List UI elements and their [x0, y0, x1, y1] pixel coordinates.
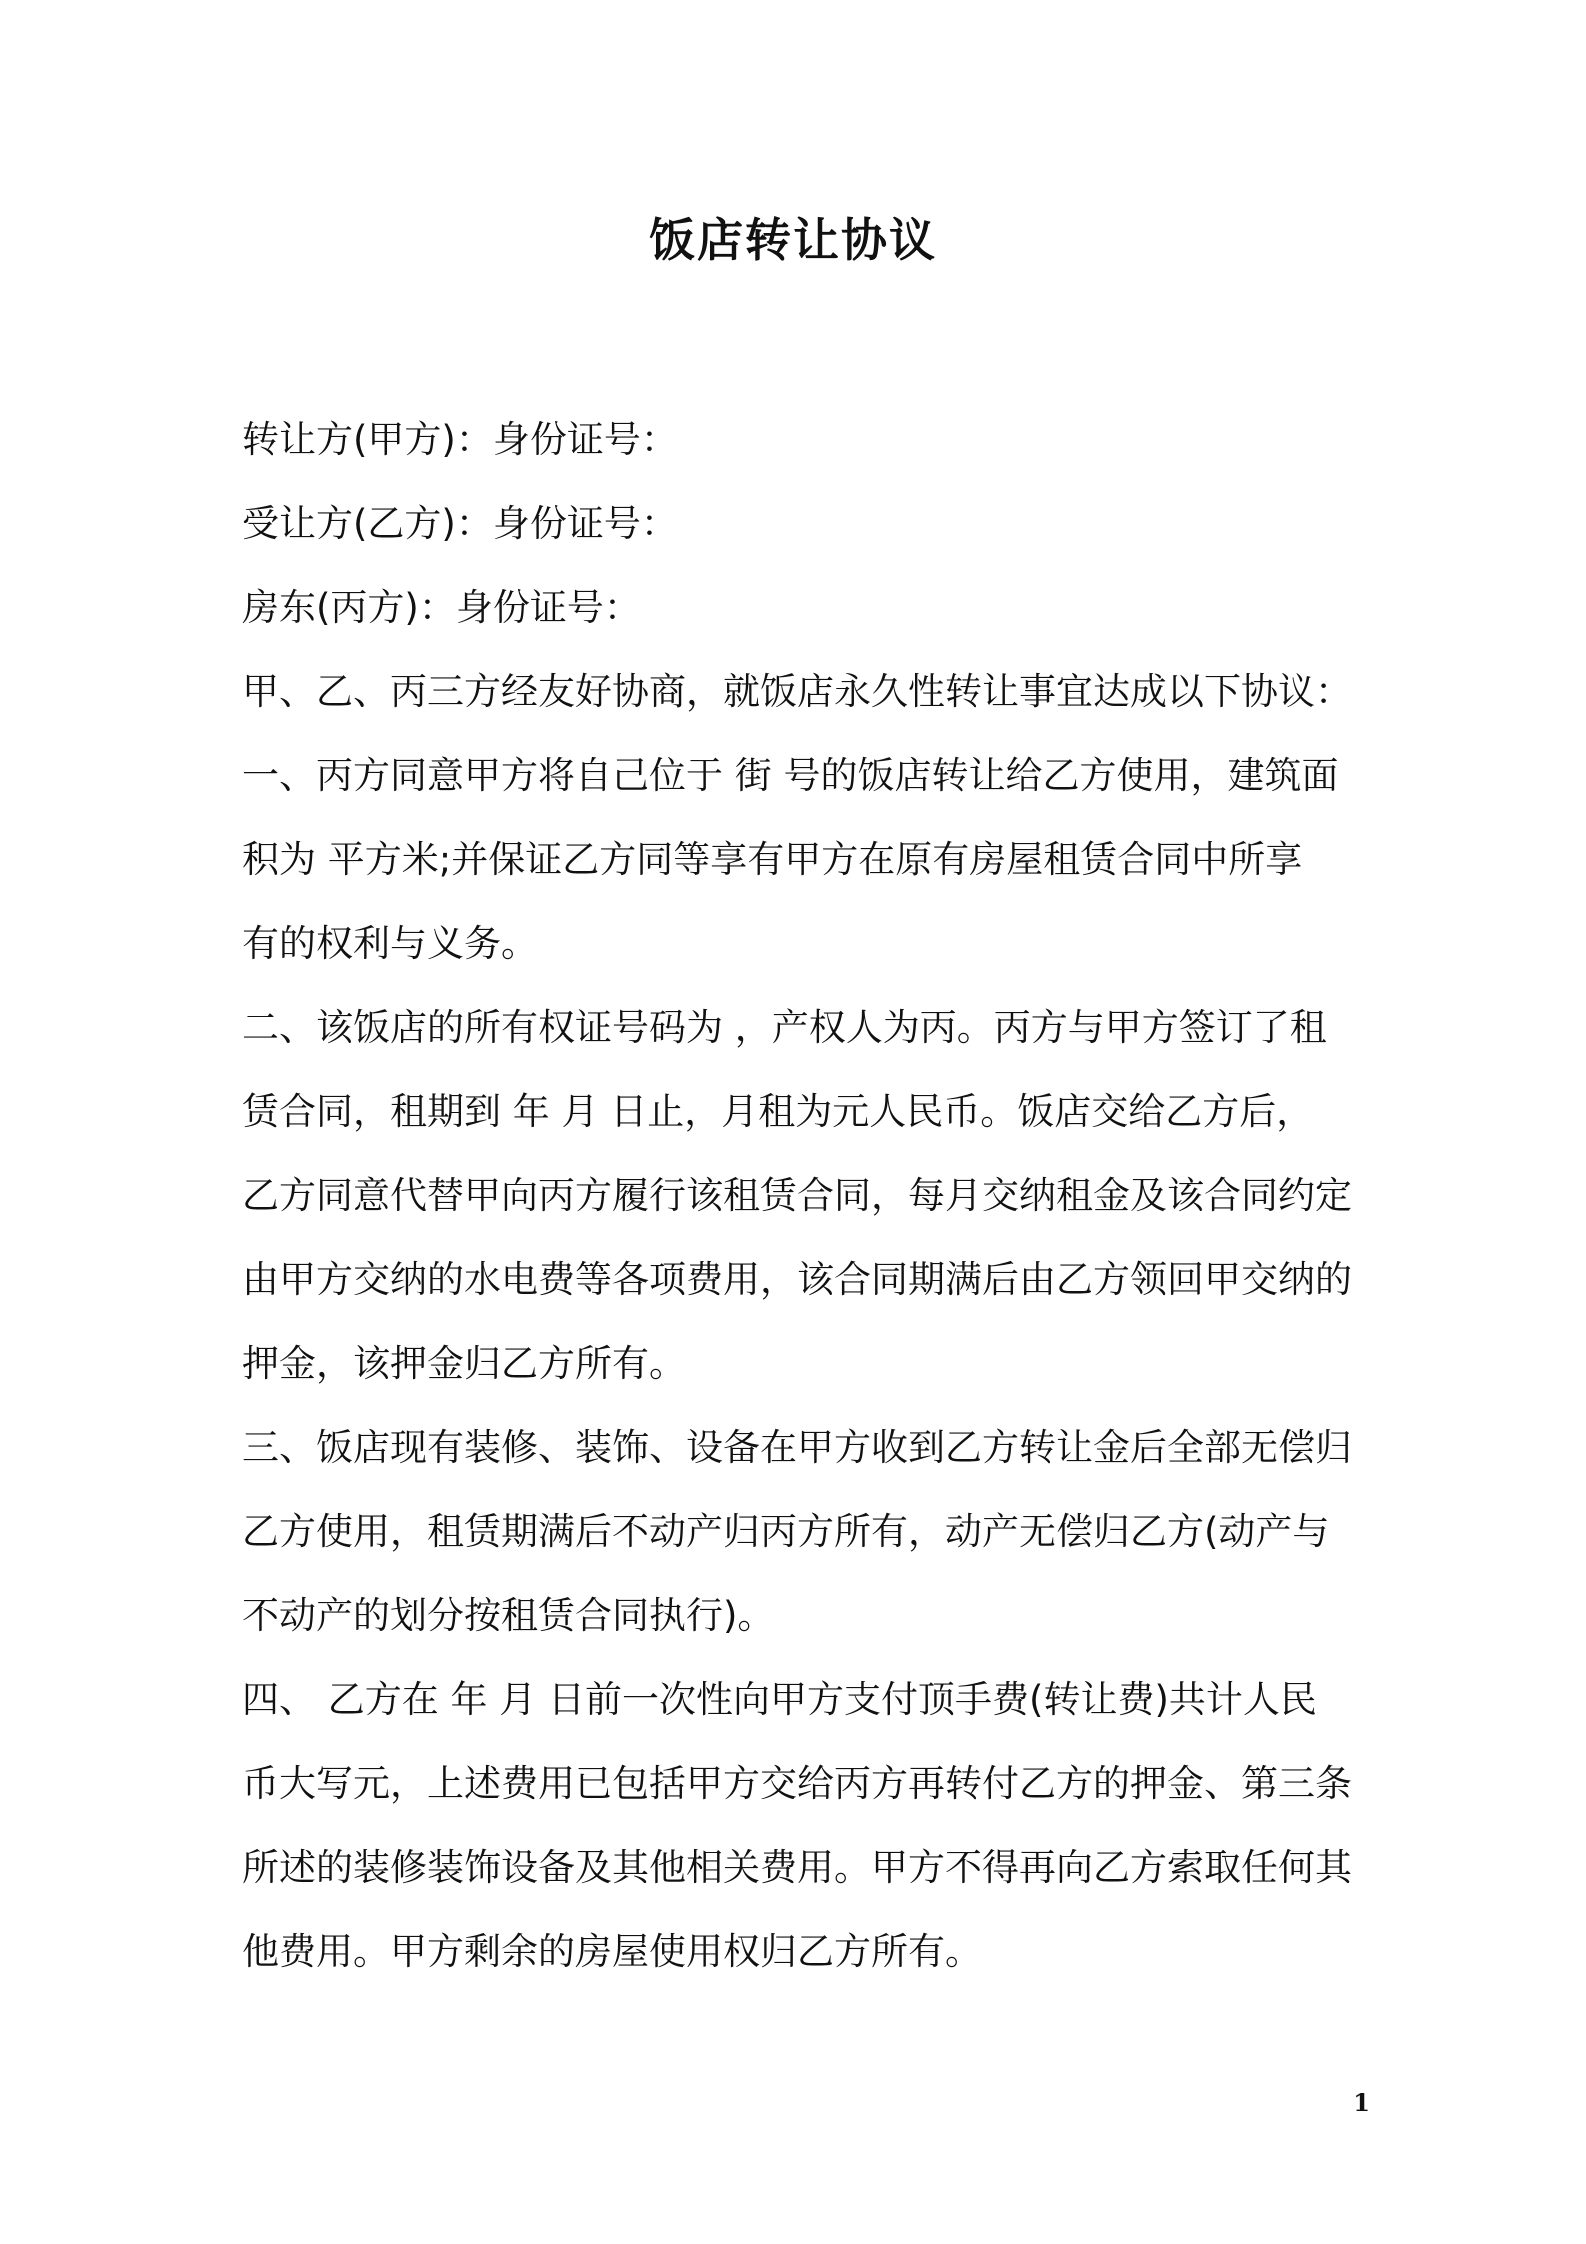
party-b-line: 受让方(乙方)：身份证号： [242, 502, 678, 545]
page-number: 1 [1353, 2088, 1370, 2117]
clause-4-line-2: 币大写元，上述费用已包括甲方交给丙方再转付乙方的押金、第三条 [242, 1762, 1352, 1805]
clause-3-line-3: 不动产的划分按租赁合同执行)。 [242, 1594, 775, 1637]
clause-1-line-2: 积为 平方米;并保证乙方同等享有甲方在原有房屋租赁合同中所享 [242, 838, 1303, 881]
party-a-line: 转让方(甲方)：身份证号： [242, 418, 678, 461]
clause-4-line-1: 四、 乙方在 年 月 日前一次性向甲方支付顶手费(转让费)共计人民 [242, 1678, 1317, 1721]
clause-2-line-1: 二、该饭店的所有权证号码为 ，产权人为丙。丙方与甲方签订了租 [242, 1006, 1327, 1049]
clause-2-line-5: 押金，该押金归乙方所有。 [242, 1342, 686, 1385]
document-title: 饭店转让协议 [649, 213, 937, 267]
clause-4-line-4: 他费用。甲方剩余的房屋使用权归乙方所有。 [242, 1930, 982, 1973]
party-c-line: 房东(丙方)：身份证号： [242, 586, 641, 629]
clause-4-line-3: 所述的装修装饰设备及其他相关费用。甲方不得再向乙方索取任何其 [242, 1846, 1352, 1889]
clause-1-line-3: 有的权利与义务。 [242, 922, 538, 965]
clause-2-line-2: 赁合同，租期到 年 月 日止，月租为元人民币。饭店交给乙方后， [242, 1090, 1314, 1133]
clause-2-line-3: 乙方同意代替甲向丙方履行该租赁合同，每月交纳租金及该合同约定 [242, 1174, 1352, 1217]
clause-1-line-1: 一、丙方同意甲方将自己位于 街 号的饭店转让给乙方使用，建筑面 [242, 754, 1339, 797]
clause-3-line-1: 三、饭店现有装修、装饰、设备在甲方收到乙方转让金后全部无偿归 [242, 1426, 1352, 1469]
document-body [242, 398, 1358, 1994]
clause-3-line-2: 乙方使用，租赁期满后不动产归丙方所有，动产无偿归乙方(动产与 [242, 1510, 1330, 1553]
agreement-intro-line: 甲、乙、丙三方经友好协商，就饭店永久性转让事宜达成以下协议： [242, 670, 1352, 713]
clause-2-line-4: 由甲方交纳的水电费等各项费用，该合同期满后由乙方领回甲交纳的 [242, 1258, 1352, 1301]
